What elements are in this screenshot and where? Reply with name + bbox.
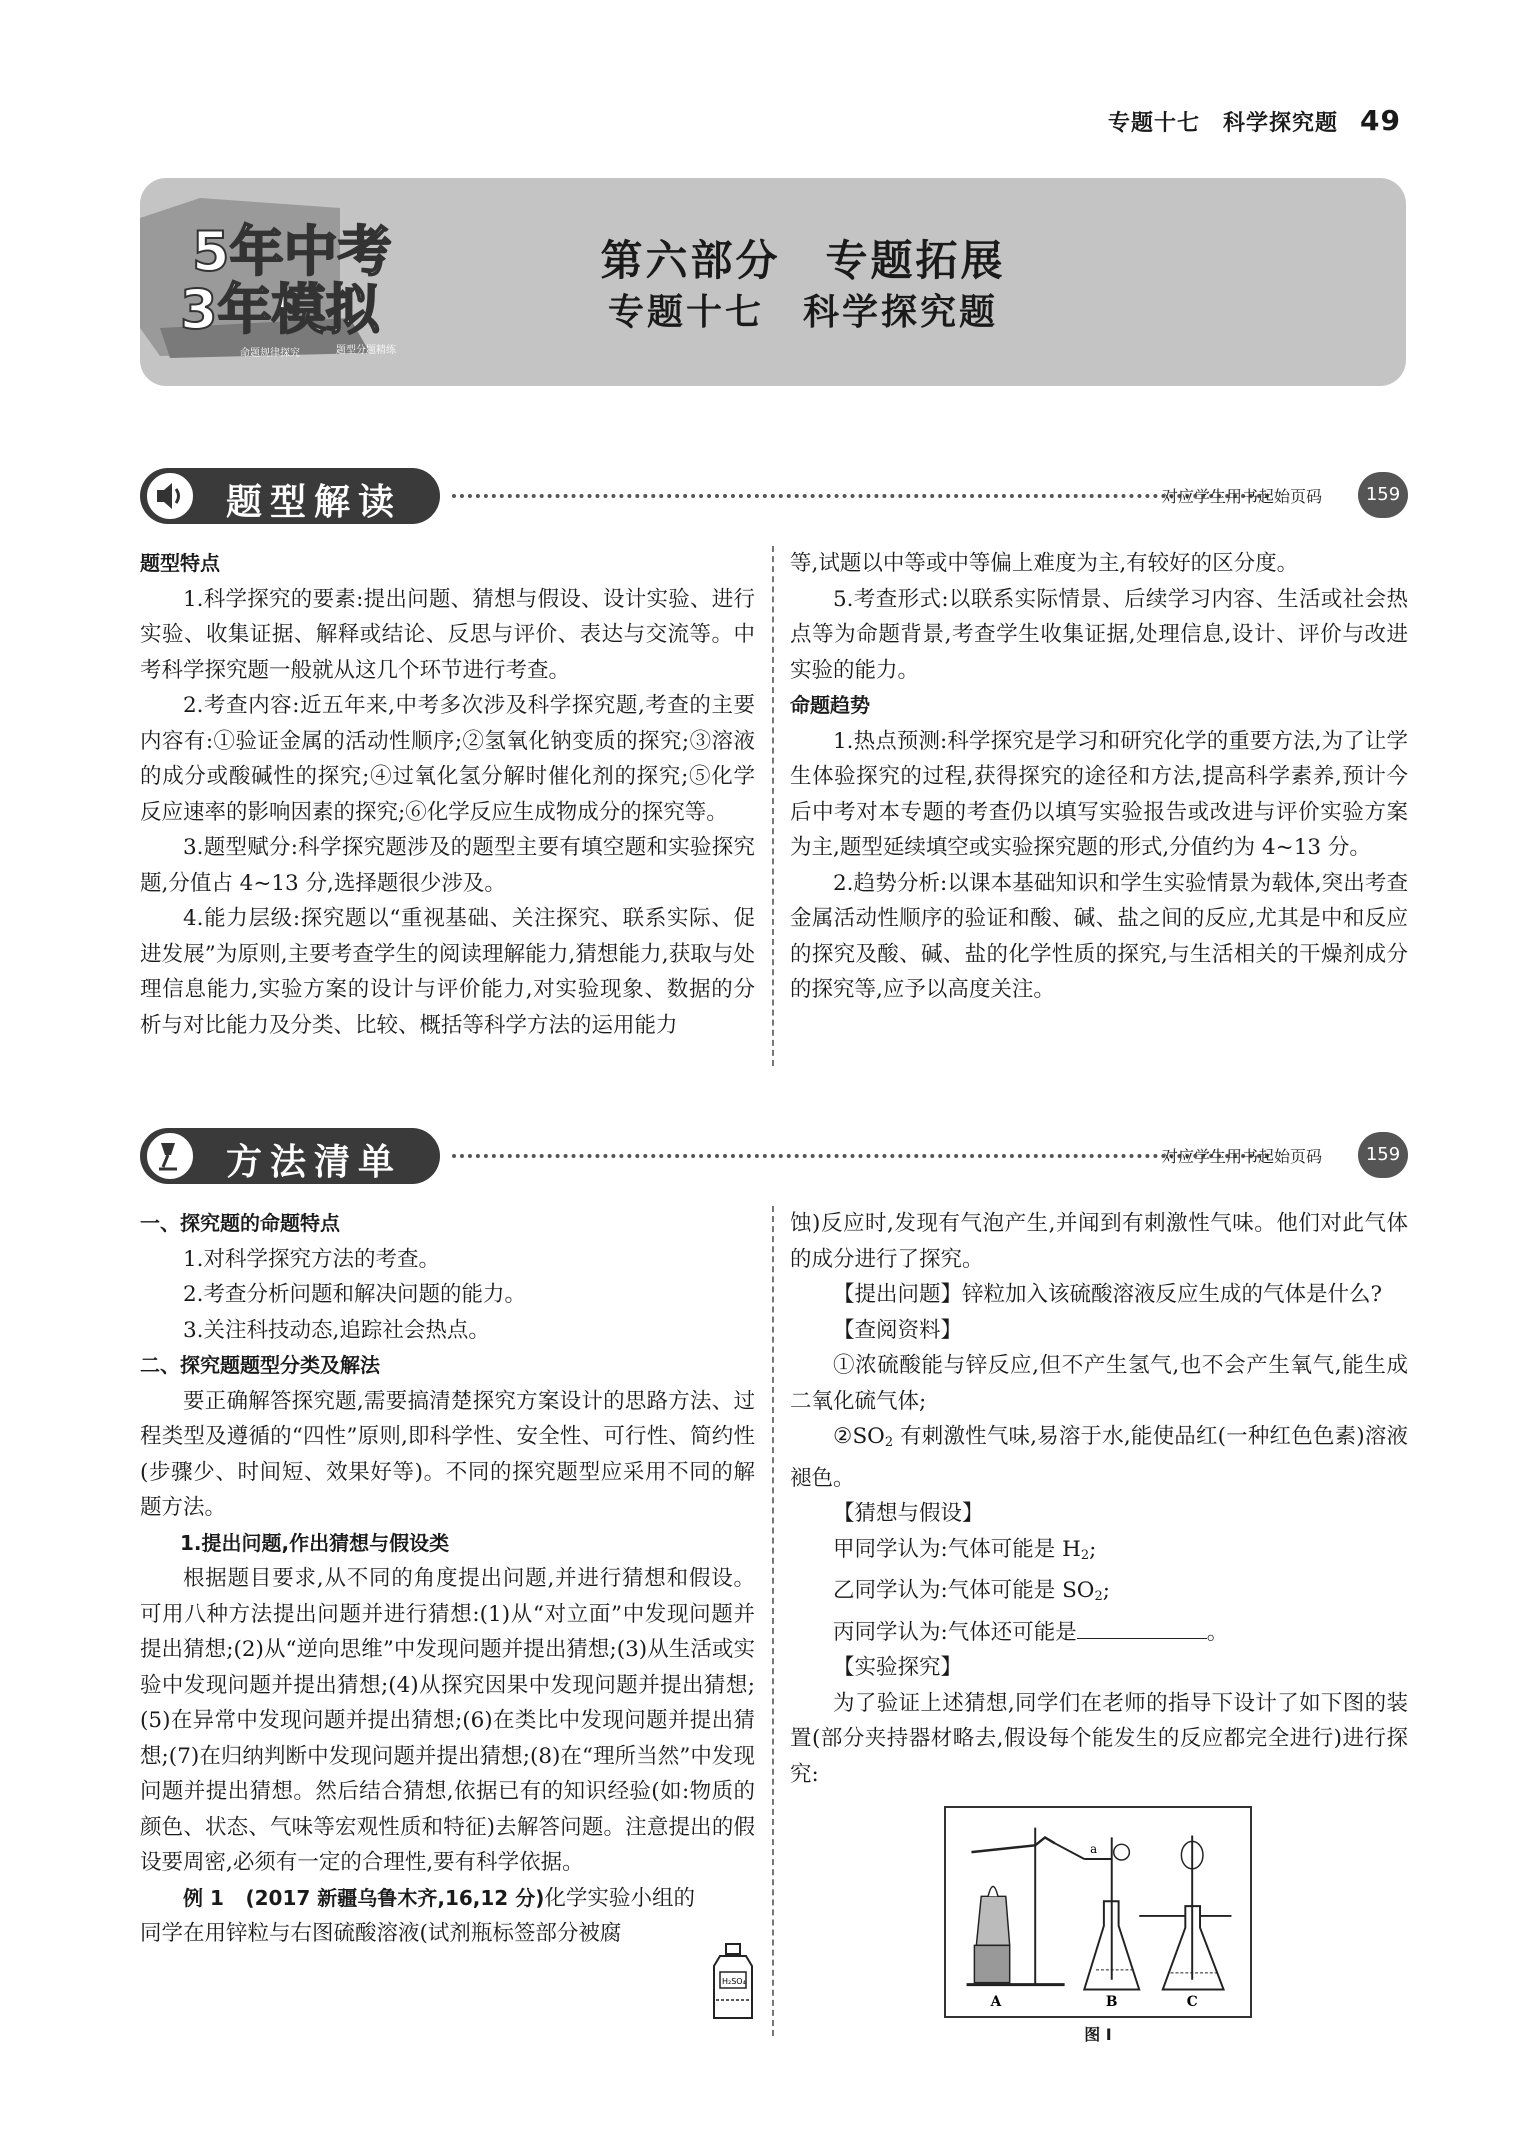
- apparatus-figure: [944, 1806, 1252, 2018]
- ref2-part: 有刺激性气味,易溶于水,能使品红(一种红色色素)溶液褪色。: [790, 1424, 1408, 1491]
- subheading-propose-question: 1.提出问题,作出猜想与假设类: [180, 1530, 450, 1555]
- subscript: 2: [884, 1435, 894, 1450]
- logo-tag-2: 题型分题精练: [336, 345, 396, 356]
- column-divider: [772, 1206, 774, 2036]
- paragraph: 为了验证上述猜想,同学们在老师的指导下设计了如下图的装置(部分夹持器材略去,假设每个能发生的反应都完全进行)进行探究:: [790, 1690, 1408, 1787]
- section-title: 方法清单: [226, 1142, 403, 1183]
- paragraph: 2.考查内容:近五年来,中考多次涉及科学探究题,考查的主要内容有:①验证金属的活动性顺序;②氢氧化钠变质的探究;③溶液的成分或酸碱性的探究;④过氧化氢分解时催化剂的探究;⑤化学反应速率的影响因素的探究;⑥化学反应生成物成分的探究等。: [140, 693, 755, 825]
- paragraph: 2.趋势分析:以课本基础知识和学生实验情景为载体,突出考查金属活动性顺序的验证和酸、碱、盐之间的反应,尤其是中和反应的探究及酸、碱、盐的化学性质的探究,与生活相关的干燥剂成分的探究等,应予以高度关注。: [790, 870, 1408, 1002]
- section-title: 题型解读: [226, 482, 403, 523]
- dotted-leader: [452, 494, 1270, 498]
- paragraph: 等,试题以中等或中等偏上难度为主,有较好的区分度。: [790, 551, 1299, 576]
- hyp-part: 丙同学认为:气体还可能是: [833, 1619, 1077, 1645]
- paragraph: 要正确解答探究题,需要搞清楚探究方案设计的思路方法、过程类型及遵循的“四性”原则,即科学性、安全性、可行性、简约性(步骤少、时间短、效果好等)。不同的探究题型应采用不同的解题方法。: [140, 1388, 755, 1520]
- hyp-part: 甲同学认为:气体可能是 H: [833, 1536, 1081, 1562]
- label-C: C: [1186, 1994, 1198, 2011]
- heading-classification: 二、探究题题型分类及解法: [140, 1353, 380, 1377]
- page-reference-text: 对应学生用书起始页码: [1162, 487, 1323, 506]
- page-reference-badge: 159: [1358, 1132, 1408, 1178]
- paragraph: 1.热点预测:科学探究是学习和研究化学的重要方法,为了让学生体验探究的过程,获得探究的途径和方法,提高科学素养,预计今后中考对本专题的考查仍以填写实验报告或改进与评价实验方案为主,题型延续填空或实验探究题的形式,分值约为 4~13 分。: [790, 728, 1408, 860]
- example-label: 例 1: [183, 1885, 224, 1910]
- label-hypothesis: 【猜想与假设】: [833, 1501, 984, 1526]
- topic-title: 专题十七 科学探究题: [607, 292, 998, 333]
- section2-right-column: [790, 1206, 1408, 1792]
- hypothesis-1: [790, 1532, 1408, 1574]
- hyp-part: ;: [1102, 1578, 1110, 1603]
- section2-left-column: [140, 1206, 755, 1952]
- running-head: [1108, 104, 1401, 137]
- logo-tag-1: 命题规律探究: [240, 348, 300, 359]
- bottle-label: H₂SO₄: [722, 1977, 746, 1986]
- reagent-bottle-image: [708, 1942, 758, 2022]
- page-number: 49: [1360, 104, 1401, 137]
- heading-question-features: 一、探究题的命题特点: [140, 1211, 340, 1235]
- logo-line-2: 3年模拟: [180, 278, 380, 341]
- column-divider: [772, 546, 774, 1066]
- list-item: 1.对科学探究方法的考查。: [183, 1246, 441, 1272]
- section1-left-column: [140, 546, 755, 1043]
- page-reference-text: 对应学生用书起始页码: [1162, 1147, 1323, 1166]
- list-item: 2.考查分析问题和解决问题的能力。: [183, 1282, 527, 1307]
- question-text: 锌粒加入该硫酸溶液反应生成的气体是什么?: [962, 1282, 1383, 1307]
- subheading-trends: 命题趋势: [790, 693, 870, 717]
- label-propose: 【提出问题】: [833, 1282, 963, 1307]
- paragraph: 3.题型赋分:科学探究题涉及的题型主要有填空题和实验探究题,分值占 4~13 分,选择题很少涉及。: [140, 835, 755, 896]
- reference-2: [790, 1419, 1408, 1496]
- hyp-part: 乙同学认为:气体可能是 SO: [833, 1578, 1095, 1603]
- paragraph: 5.考查形式:以联系实际情景、后续学习内容、生活或社会热点等为命题背景,考查学生收集证据,处理信息,设计、评价与改进实验的能力。: [790, 586, 1408, 683]
- subscript: 2: [1094, 1589, 1103, 1604]
- section-header-question-type: [140, 468, 1410, 528]
- hyp-part: ;: [1089, 1536, 1097, 1562]
- speaker-icon: [144, 470, 196, 522]
- subheading-features: 题型特点: [140, 551, 220, 575]
- reference-1: ①浓硫酸能与锌反应,但不产生氢气,也不会产生氧气,能生成二氧化硫气体;: [790, 1353, 1408, 1414]
- part-title: 第六部分 专题拓展: [600, 236, 1006, 285]
- question-line: [790, 1277, 1408, 1313]
- example-source: (2017 新疆乌鲁木齐,16,12 分): [245, 1885, 545, 1910]
- subscript: 2: [1080, 1547, 1090, 1563]
- label-references: 【查阅资料】: [833, 1317, 963, 1343]
- paragraph: 1.科学探究的要素:提出问题、猜想与假设、设计实验、进行实验、收集证据、解释或结论、反思与评价、表达与交流等。中考科学探究题一般就从这几个环节进行考查。: [140, 586, 755, 683]
- page-reference-badge: 159: [1358, 472, 1408, 518]
- dotted-leader: [452, 1154, 1270, 1158]
- section-header-methods: [140, 1128, 1410, 1188]
- example-1: [140, 1881, 755, 1952]
- paragraph: 蚀)反应时,发现有气泡产生,并闻到有刺激性气味。他们对此气体的成分进行了探究。: [790, 1211, 1408, 1272]
- label-a: a: [1090, 1842, 1098, 1857]
- answer-blank: [1077, 1616, 1207, 1639]
- list-item: 3.关注科技动态,追踪社会热点。: [183, 1317, 490, 1343]
- example-text: 化学实验小组的同学在用锌粒与右图硫酸溶液(试剂瓶标签部分被腐: [140, 1885, 695, 1946]
- logo-line-1: 5年中考: [192, 220, 392, 283]
- ref2-part: ②SO: [833, 1424, 885, 1449]
- lamp-icon: [144, 1130, 196, 1182]
- figure-caption: 图 I: [1084, 2025, 1112, 2044]
- label-B: B: [1105, 1994, 1118, 2011]
- hypothesis-2: [790, 1573, 1408, 1615]
- paragraph: 根据题目要求,从不同的角度提出问题,并进行猜想和假设。可用八种方法提出问题并进行猜想:(1)从“对立面”中发现问题并提出猜想;(2)从“逆向思维”中发现问题并提出猜想;(3)从生活或实验中发现问题并提出猜想;(4)从探究因果中发现问题并提出猜想;(5)在异常中发现问题并提出猜想;(6)在类比中发现问题并提出猜想;(7)在归纳判断中发现问题并提出猜想;(8)在“理所当然”中发现问题并提出猜想。然后结合猜想,依据已有的知识经验(如:物质的颜色、状态、气味等宏观性质和特征)去解答问题。注意提出的假设要周密,必须有一定的合理性,要有科学依据。: [140, 1566, 755, 1875]
- label-A: A: [990, 1994, 1002, 2011]
- running-title: 专题十七 科学探究题: [1108, 111, 1339, 136]
- label-experiment: 【实验探究】: [833, 1655, 963, 1680]
- paragraph: 4.能力层级:探究题以“重视基础、关注探究、联系实际、促进发展”为原则,主要考查学生的阅读理解能力,猜想能力,获取与处理信息能力,实验方案的设计与评价能力,对实验现象、数据的分析与对比能力及分类、比较、概括等科学方法的运用能力: [140, 906, 755, 1038]
- hyp-part: 。: [1206, 1619, 1229, 1645]
- hypothesis-3: [790, 1615, 1408, 1651]
- section1-right-column: [790, 546, 1408, 1008]
